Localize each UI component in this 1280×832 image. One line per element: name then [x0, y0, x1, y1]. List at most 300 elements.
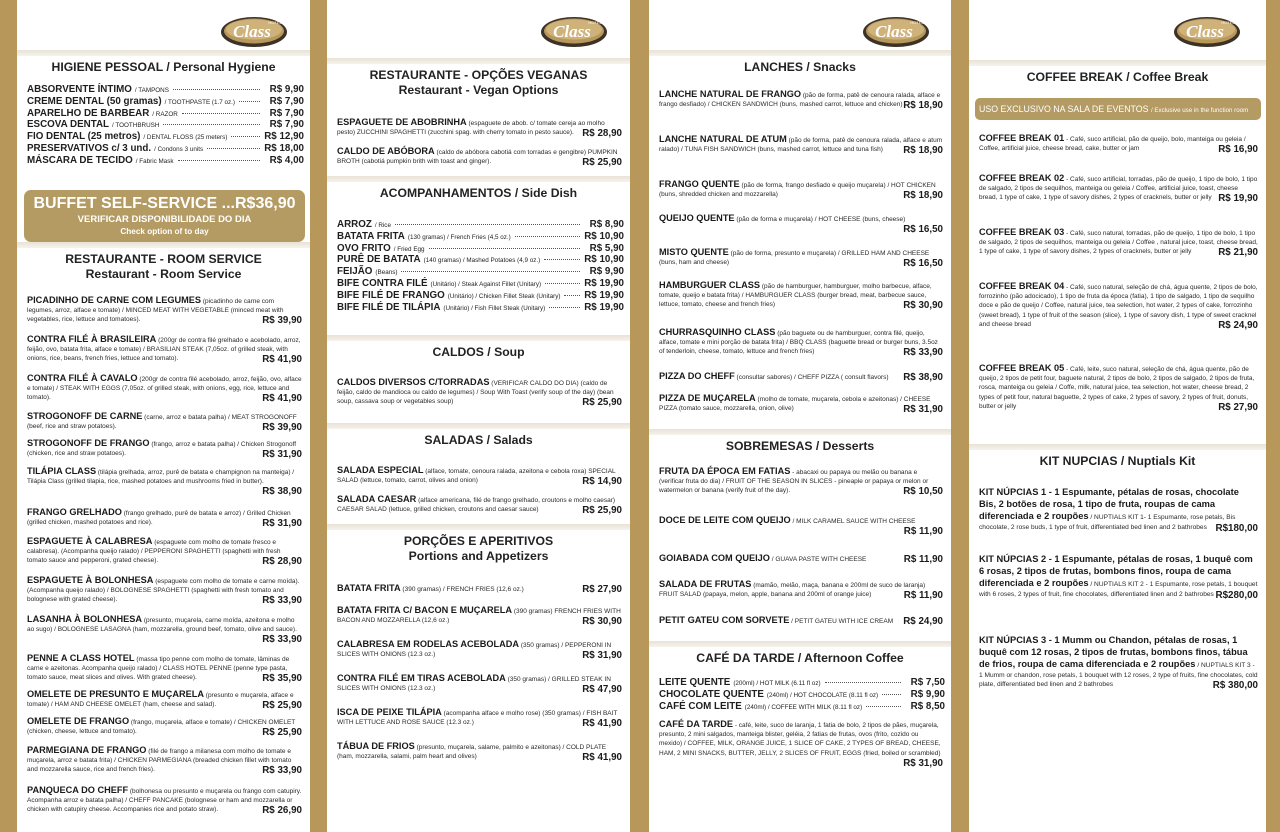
item-name: BIFE FILÉ DE FRANGO — [337, 289, 445, 301]
item-name: CREME DENTAL (50 gramas) — [27, 95, 162, 107]
menu-row — [27, 131, 304, 143]
item-price: R$ 28,90 — [582, 128, 622, 140]
item-price: R$ 27,90 — [582, 584, 622, 595]
item-name: PURÊ DE BATATA — [337, 254, 421, 266]
item-name: PANQUECA DO CHEFF — [27, 785, 129, 795]
class-hotel-logo — [1173, 14, 1241, 50]
item-name: LANCHE NATURAL DE ATUM — [659, 134, 787, 144]
menu-item — [979, 282, 1258, 330]
item-name: COFFEE BREAK 03 — [979, 227, 1065, 237]
item-price: R$ 30,90 — [903, 300, 943, 312]
item-price: R$ 11,90 — [903, 554, 943, 565]
item-price: R$ 7,90 — [269, 107, 304, 119]
item-name: BATATA FRITA — [337, 230, 405, 242]
item-desc: - abacaxi ou papaya ou melão ou banana e (verificar fruta do dia) / FRUIT OF THE SEASON IN SLICES - pineaple or papaya or melon or watermelon or banana (verify fruit of the day). — [659, 469, 929, 495]
dot-leader — [549, 307, 580, 308]
menu-row — [27, 119, 304, 131]
item-name: FEIJÃO — [337, 266, 373, 278]
menu-item — [979, 553, 1258, 600]
item-desc: / NUPTIALS KIT 3 - 1 Mumm or chandon, rose petals, 1 bouquet with 12 roses, 2 type of fruits, fine chocolates, cold plate, differentiated bed linen and 2 bathrobes — [979, 662, 1258, 688]
item-desc: (350 gramas) / PEPPERONI IN SLICES WITH ONIONS (12.3 oz.) — [337, 642, 612, 659]
kit-name: KIT NÚPCIAS 1 - 1 Espumante, pétalas de rosas, chocolate Bis, 2 botões de rosa, 1 tipo de fruta, roupas de cama diferenciada e 2 roupões — [979, 487, 1239, 522]
buffet-title: BUFFET SELF-SERVICE ...R$36,90 — [33, 195, 296, 212]
item-price: R$ 35,90 — [262, 673, 302, 685]
menu-panel-restaurant — [327, 0, 630, 832]
item-price: R$ 7,90 — [269, 119, 304, 131]
item-desc: (130 gramas) / French Fries (4,5 oz.) — [407, 233, 511, 241]
item-name: CAFÉ COM LEITE — [659, 700, 742, 712]
item-desc: (200gr de contra filé acebolado, arroz, feijão, ovo, alface e tomate) / STEAK WITH EGGS (7,05oz. of grilled steak, with onions, egg, rice, lettuce and tomato). — [27, 376, 302, 402]
item-price: R$ 8,90 — [589, 219, 624, 230]
item-name: OMELETE DE PRESUNTO E MUÇARELA — [27, 689, 204, 699]
menu-item — [659, 394, 943, 414]
menu-item — [337, 118, 622, 138]
item-price: R$ 24,90 — [1218, 319, 1258, 331]
item-name: OMELETE DE FRANGO — [27, 716, 130, 726]
item-price: R$ 8,50 — [910, 700, 945, 712]
menu-item — [659, 90, 943, 110]
item-price: R$ 14,90 — [582, 476, 622, 488]
item-desc: (bolhonesa ou presunto e muçarela ou frango com catupiry. Acompanha arroz e batata palha) / CHEFF PANCAKE (bolognese or ham and mozzarella or chicken with catupiry cheese. Accompanies rice and potato straw). — [27, 788, 302, 814]
menu-item — [659, 281, 943, 311]
item-price: R$ 16,50 — [903, 258, 943, 270]
menu-item — [979, 634, 1258, 690]
item-desc: (Unitário) / Chicken Fillet Steak (Unitary) — [447, 292, 561, 300]
vegan-title — [327, 68, 630, 98]
item-desc: (pão de forma, patê de cenoura ralada, alface e atum ralado) / TUNA FISH SANDWICH (buns, mashed carrot, lettuce and tuna fish) — [659, 137, 943, 154]
item-name: BIFE FILÉ DE TILÁPIA — [337, 301, 441, 313]
item-price: R$ 25,90 — [582, 397, 622, 409]
item-desc: / NUPTIALS KIT 2 - 1 Espumante, rose petals, 1 bouquet with 6 roses, 2 types of fruit, fine chocolates, differentiated linen and 2 bathrobes — [979, 581, 1258, 598]
item-desc: (pão de forma, presunto e muçarela) / GRILLED HAM AND CHEESE (buns, ham and cheese) — [659, 250, 930, 267]
item-desc: (350 gramas) / GRILLED STEAK IN SLICES WITH ONIONS (12.3 oz.) — [337, 676, 611, 693]
item-desc: / TOOTHBRUSH — [112, 122, 160, 130]
hygiene-list — [27, 84, 304, 167]
item-name: ESPAGUETE À CALABRESA — [27, 536, 153, 546]
menu-row — [27, 96, 304, 108]
menu-item — [337, 742, 622, 762]
item-desc: (Beans) — [375, 269, 398, 277]
item-desc: / TAMPONS — [134, 87, 169, 94]
item-name: SALADA DE FRUTAS — [659, 579, 752, 589]
item-desc: - Café, suco natural, torradas, pão de queijo, 1 tipo de bolo, 1 tipo de salgado, 2 tipos de sequilhos, manteiga ou geleia / Coffee , natural juice, toast, cheese bread, 1 type of cake, 1 type of savory dishes, 2 types of cracknels, butter or jelly — [979, 230, 1258, 256]
menu-item — [27, 746, 302, 776]
item-price: R$ 24,90 — [903, 616, 943, 627]
soup-title: CALDOS / Soup — [327, 345, 630, 360]
item-desc: (200ml) / HOT MILK (6.11 fl oz) — [733, 680, 821, 687]
side-dish-title: ACOMPANHAMENTOS / Side Dish — [327, 186, 630, 201]
menu-item — [337, 606, 622, 626]
item-name: SALADA ESPECIAL — [337, 465, 424, 475]
item-price: R$ 38,90 — [262, 486, 302, 498]
item-name: PIZZA DO CHEFF — [659, 371, 735, 381]
item-name: ESPAGUETE DE ABOBRINHA — [337, 117, 467, 127]
item-name: CALDO DE ABÓBORA — [337, 146, 435, 156]
item-name: HAMBURGUER CLASS — [659, 280, 761, 290]
menu-row — [27, 143, 304, 155]
dot-leader — [239, 101, 260, 102]
dot-leader — [182, 113, 260, 114]
item-desc: (presunto, muçarela, salame, palmito e azeitonas) / COLD PLATE (ham, mozzarella, salami, palm heart and olives) — [337, 744, 607, 761]
item-desc: (picadinho de carne com legumes, arroz, alface e tomate) / MINCED MEAT WITH VEGETABLE (minced meat with vegetables, rice, lettuce and tomatoes). — [27, 298, 284, 324]
item-price: R$ 19,90 — [584, 277, 624, 289]
menu-row — [659, 689, 945, 701]
cafe-da-tarde-item — [659, 720, 943, 768]
portions-title-pt: PORÇÕES E APERITIVOS — [403, 534, 554, 548]
item-name: PENNE A CLASS HOTEL — [27, 653, 135, 663]
item-name: DOCE DE LEITE COM QUEIJO — [659, 515, 791, 525]
dot-leader — [395, 224, 580, 225]
class-hotel-logo-mark — [220, 14, 288, 50]
class-hotel-logo-mark — [1173, 14, 1241, 50]
item-price: R$ 31,90 — [582, 650, 622, 662]
item-price: R$ 41,90 — [262, 354, 302, 366]
item-price: R$ 9,90 — [589, 266, 624, 278]
item-price: R$ 33,90 — [262, 595, 302, 607]
menu-item — [337, 466, 622, 486]
dot-leader — [178, 160, 260, 161]
item-price: R$ 9,90 — [910, 688, 945, 700]
dot-leader — [429, 248, 580, 249]
logo-wordmark: Class — [875, 22, 913, 41]
item-desc: (Unitário) / Fish Fillet Steak (Unitary) — [443, 304, 546, 312]
item-name: TÁBUA DE FRIOS — [337, 741, 415, 751]
item-desc: / TOOTHPASTE (1.7 oz.) — [164, 98, 235, 106]
item-name: PICADINHO DE CARNE COM LEGUMES — [27, 295, 202, 305]
item-price: R$ 39,90 — [262, 315, 302, 327]
menu-item — [659, 467, 943, 497]
item-price: R$ 27,90 — [1218, 401, 1258, 413]
item-desc: (390 gramas) FRENCH FRIES WITH BACON AND MOZZARELLA (12,6 oz.) — [337, 608, 621, 625]
portions-title — [327, 534, 630, 564]
item-desc: / Fabric Mask — [135, 157, 174, 165]
menu-row — [27, 84, 304, 96]
vegan-title-pt: RESTAURANTE - OPÇÕES VEGANAS — [369, 68, 588, 82]
menu-item — [659, 580, 943, 600]
item-price: R$ 38,90 — [903, 372, 943, 383]
item-desc: - Café, suco natural, seleção de chá, água quente, 2 tipos de bolo, forrozinho (pão adocicado), 1 tipo de fruta da época (fatia), 1 tipo de salgado, 1 tipo de sequilho doce e pão de queijo / Coffee, natural juice, tea selection, hot water, 2 types of cake, forrozinho (sweet bread), 1 type of fruit of the season (slice), 1 type of savory dish, 1 type of sweet cracknel and cheese bread — [979, 284, 1258, 328]
menu-row — [337, 243, 624, 255]
menu-item — [27, 467, 302, 497]
item-name: ARROZ — [337, 219, 372, 230]
menu-item — [337, 584, 622, 594]
item-name: CONTRA FILÉ EM TIRAS ACEBOLADA — [337, 673, 506, 683]
cafe-da-tarde-price: R$ 31,90 — [903, 757, 943, 769]
item-desc: (pão de forma, frango desfiado e queijo muçarela) / HOT CHICKEN (buns, shredded chicken and mozzarella) — [659, 182, 936, 199]
item-name: PIZZA DE MUÇARELA — [659, 393, 756, 403]
dot-leader — [231, 136, 260, 137]
item-name: BATATA FRITA — [337, 583, 401, 593]
item-desc: (alface americana, filé de frango grelhado, croutons e molho caesar) CAESAR SALAD (lettuce, grilled chicken, croutons and caesar sauce) — [337, 497, 616, 514]
item-name: GOIABADA COM QUEIJO — [659, 553, 770, 563]
item-name: OVO FRITO — [337, 242, 391, 254]
item-desc: / DENTAL FLOSS (25 meters) — [143, 134, 228, 142]
item-desc: (carne, arroz e batata palha) / MEAT STROGONOFF (beef, rice and straw potatoes). — [27, 414, 297, 431]
item-name: MÁSCARA DE TECIDO — [27, 154, 133, 166]
menu-row — [659, 677, 945, 689]
item-price: R$ 33,90 — [262, 634, 302, 646]
item-price: R$ 4,00 — [269, 154, 304, 166]
item-name: MISTO QUENTE — [659, 247, 729, 257]
menu-item — [659, 516, 943, 536]
item-name: CALDOS DIVERSOS C/TORRADAS — [337, 377, 490, 387]
item-price: R$ 12,90 — [264, 131, 304, 143]
item-price: R$ 21,90 — [1218, 247, 1258, 259]
item-price: R$ 25,90 — [582, 157, 622, 169]
portions-title-en: Portions and Appetizers — [408, 549, 549, 563]
item-name: ISCA DE PEIXE TILÁPIA — [337, 707, 442, 717]
menu-item — [659, 554, 943, 564]
item-name: COFFEE BREAK 01 — [979, 133, 1065, 143]
item-name: CONTRA FILÉ À BRASILEIRA — [27, 334, 157, 344]
snacks-title: LANCHES / Snacks — [649, 60, 951, 75]
item-name: PRESERVATIVOS c/ 3 und. — [27, 142, 152, 154]
vegan-title-en: Restaurant - Vegan Options — [398, 83, 559, 97]
logo-hotel-label: HOTEL — [1221, 20, 1235, 25]
item-name: ESCOVA DENTAL — [27, 119, 110, 131]
item-desc: (filé de frango a milanesa com molho de tomate e muçarela, arroz e batata frita) / CHICKEN PARMEGIANA (breaded chicken fillet with tomato and mozzarella sauce, rice and french fries). — [27, 748, 292, 774]
menu-item — [337, 640, 622, 660]
item-price: R$ 7,90 — [269, 95, 304, 107]
item-name: COFFEE BREAK 05 — [979, 363, 1065, 373]
item-price: R$ 18,90 — [903, 190, 943, 202]
item-name: QUEIJO QUENTE — [659, 213, 735, 223]
item-name: ABSORVENTE ÍNTIMO — [27, 84, 132, 95]
menu-item — [659, 135, 943, 155]
menu-item — [979, 228, 1258, 258]
buffet-availability: VERIFICAR DISPONIBILIDADE DO DIA — [77, 214, 252, 225]
item-price: R$ 18,00 — [264, 142, 304, 154]
item-name: TILÁPIA CLASS — [27, 466, 97, 476]
item-price: R$ 10,50 — [903, 486, 943, 498]
item-name: PARMEGIANA DE FRANGO — [27, 745, 147, 755]
item-name: LANCHE NATURAL DE FRANGO — [659, 89, 802, 99]
item-desc: - Café, suco artificial, torradas, pão de queijo, 1 tipo de bolo, 1 tipo de salgado, 2 tipos de sequilhos, manteiga ou geleia / Coffee, artificial juice, toast, cheese bread, 1 type of cake, 1 type of savory dishes, 2 types of cracknels, butter or jelly — [979, 176, 1258, 202]
class-hotel-logo-mark — [862, 14, 930, 50]
dot-leader — [401, 271, 580, 272]
cafe-da-tarde-desc: - café, leite, suco de laranja, 1 fatia de bolo, 2 tipos de pães, muçarela, presunto, 2 mini salgados, manteiga blister, geléia, 2 fatias de frutas, ovos (frito, cozido ou mexido) / COFFEE, MILK, ORANGE JUICE, 1 SLICE OF CAKE, 2 TYPES OF BREAD, CHEESE, HAM, 2 MINI SNACKS, BUTTER, JELLY, 2 SLICES OF FRUIT, EGGS (fried, boiled or scrambled) — [659, 722, 941, 757]
room-service-title-en: Restaurant - Room Service — [85, 267, 242, 281]
menu-item — [337, 378, 622, 408]
item-desc: (240ml) / COFFEE WITH MILK (8.11 fl oz) — [744, 703, 863, 711]
item-price: R$ 39,90 — [262, 422, 302, 434]
menu-panel-coffee-break-kits — [969, 0, 1266, 832]
menu-item — [27, 654, 302, 684]
item-desc: (pão baguete ou de hamburguer, contra filé, queijo, alface, tomate e mini porção de batata frita) / BBQ CLASS (baguette bread or burger buns, 3.5oz of tenderloin, cheese, tomato, lettuce and french fries) — [659, 330, 938, 356]
item-price: R$ 19,90 — [584, 301, 624, 313]
item-desc: (frango, arroz e batata palha) / Chicken Strogonoff (chicken, rice and straw potatoes). — [27, 441, 297, 458]
menu-item — [27, 508, 302, 528]
menu-item — [979, 134, 1258, 154]
menu-item — [659, 328, 943, 358]
item-desc: / MILK CARAMEL SAUCE WITH CHEESE — [792, 518, 916, 525]
item-price: R$ 26,90 — [262, 805, 302, 817]
item-name: LEITE QUENTE — [659, 677, 731, 688]
item-desc: (240ml) / HOT CHOCOLATE (8.11 fl oz) — [766, 691, 879, 699]
item-desc: (VERIFICAR CALDO DO DIA) (caldo de feijão, caldo de mandioca ou caldo de legumes) / Soup With Toast (verify soup of the day) (bean soup, cassava soup or vegetables soup) — [337, 380, 614, 406]
menu-item — [27, 717, 302, 737]
menu-row — [337, 231, 624, 243]
menu-item — [337, 674, 622, 694]
item-desc: / RAZOR — [152, 110, 178, 118]
menu-item — [979, 174, 1258, 204]
item-name: CHURRASQUINHO CLASS — [659, 327, 776, 337]
item-price: R$280,00 — [1215, 589, 1258, 601]
item-desc: (acompanha alface e molho rose) (350 gramas) / FISH BAIT WITH LETTUCE AND ROSE SAUCE (12.3 oz.) — [337, 710, 618, 727]
menu-item — [337, 708, 622, 728]
class-hotel-logo — [220, 14, 288, 50]
item-name: FRUTA DA ÉPOCA EM FATIAS — [659, 466, 791, 476]
item-desc: / GUAVA PASTE WITH CHEESE — [771, 556, 867, 563]
menu-row — [27, 155, 304, 167]
item-price: R$ 28,90 — [262, 556, 302, 568]
menu-item — [659, 248, 943, 268]
item-desc: (molho de tomate, muçarela, cebola e azeitonas) / CHEESE PIZZA (tomato sauce, mozzarella, onion, olive) — [659, 396, 931, 413]
item-desc: (caldo de abóbora cabotiá com torradas e gengibre) PUMPKIN BROTH (cabotiá pumpkin brith with toast and ginger). — [337, 149, 618, 166]
exclusive-use-subtext: / Exclusive use in the function room — [1150, 107, 1249, 114]
menu-row — [337, 219, 624, 231]
item-name: PETIT GATEU COM SORVETE — [659, 615, 790, 625]
buffet-check-option: Check option of to day — [120, 227, 209, 236]
menu-item — [27, 576, 302, 606]
item-price: R$ 33,90 — [262, 765, 302, 777]
cafe-da-tarde-name: CAFÉ DA TARDE — [659, 719, 734, 729]
item-name: COFFEE BREAK 04 — [979, 281, 1065, 291]
item-desc: (frango grelhado, purê de batata e arroz) / Grilled Chicken (grilled chicken, mashed potatoes and rice). — [27, 510, 291, 527]
dot-leader — [163, 124, 260, 125]
menu-item — [337, 495, 622, 515]
dot-leader — [882, 694, 901, 695]
item-name: STROGONOFF DE FRANGO — [27, 438, 150, 448]
item-price: R$ 19,90 — [1218, 193, 1258, 205]
room-service-title-pt: RESTAURANTE - ROOM SERVICE — [65, 252, 262, 266]
menu-item — [337, 147, 622, 167]
item-desc: (frango, muçarela, alface e tomate) / CHICKEN OMELET (chicken, cheese, lettuce and tomato). — [27, 719, 296, 736]
item-name: APARELHO DE BARBEAR — [27, 107, 150, 119]
item-price: R$ 33,90 — [903, 347, 943, 359]
item-price: R$ 7,50 — [910, 677, 945, 688]
item-desc: / Fried Egg — [393, 245, 425, 253]
class-hotel-logo — [540, 14, 608, 50]
afternoon-coffee-title: CAFÉ DA TARDE / Afternoon Coffee — [649, 651, 951, 666]
logo-wordmark: Class — [233, 22, 271, 41]
dot-leader — [825, 682, 901, 683]
item-price: R$ 16,90 — [1218, 144, 1258, 156]
item-desc: (presunto, muçarela, carne moída, azeitona e molho ao sugo) / BOLOGNESE LASAGNA (ham, mozzarella, ground beef, tomato, olive and sauce). — [27, 617, 297, 634]
logo-hotel-label: HOTEL — [588, 20, 602, 25]
item-desc: (alface, tomate, cenoura ralada, azeitona e cebola roxa) SPECIAL SALAD (lettuce, tomato, carrot, olives and onion) — [337, 468, 616, 485]
item-desc: (200gr de contra filé grelhado e acebolado, arroz, feijão, ovo, batata frita, alface e tomate) / BRASILIAN STEAK (7,05oz. of grilled steak, with onions, rice, beans, french fries, lettuce and tomato). — [27, 337, 301, 363]
item-name: FRANGO QUENTE — [659, 179, 740, 189]
salads-title: SALADAS / Salads — [327, 433, 630, 448]
logo-wordmark: Class — [1186, 22, 1224, 41]
item-desc: (consultar sabores) / CHEFF PIZZA ( consult flavors) — [736, 374, 889, 381]
kit-name: KIT NÚPCIAS 3 - 1 Mumm ou Chandon, pétalas de rosas, 1 buquê com 12 rosas, 2 tipos de frutas, bombons finos, tábua de frios, roupa de cama diferenciada e 2 roupões — [979, 635, 1248, 670]
item-price: R$180,00 — [1215, 522, 1258, 534]
item-name: CALABRESA EM RODELAS ACEBOLADA — [337, 639, 520, 649]
menu-item — [979, 486, 1258, 533]
item-price: R$ 31,90 — [262, 518, 302, 530]
item-price: R$ 18,90 — [903, 145, 943, 157]
item-price: R$ 11,90 — [903, 590, 943, 602]
item-price: R$ 10,90 — [584, 230, 624, 242]
menu-item — [27, 296, 302, 326]
dot-leader — [545, 283, 580, 284]
item-name: STROGONOFF DE CARNE — [27, 411, 143, 421]
item-price: R$ 41,90 — [582, 752, 622, 764]
item-price: R$ 41,90 — [262, 393, 302, 405]
menu-row — [659, 701, 945, 713]
dot-leader — [866, 706, 901, 707]
item-desc: / Rice — [374, 222, 391, 229]
nuptials-kit-title: KIT NUPCIAS / Nuptials Kit — [969, 454, 1266, 469]
item-name: CHOCOLATE QUENTE — [659, 688, 764, 700]
menu-item — [979, 364, 1258, 412]
class-hotel-logo-mark — [540, 14, 608, 50]
item-price: R$ 25,90 — [262, 727, 302, 739]
menu-item — [27, 335, 302, 365]
item-price: R$ 9,90 — [269, 84, 304, 95]
menu-item — [27, 439, 302, 459]
dot-leader — [207, 148, 260, 149]
menu-row — [337, 278, 624, 290]
desserts-title: SOBREMESAS / Desserts — [649, 439, 951, 454]
item-price: R$ 31,90 — [262, 449, 302, 461]
item-name: COFFEE BREAK 02 — [979, 173, 1065, 183]
menu-item — [27, 786, 302, 816]
dot-leader — [173, 89, 260, 90]
item-price: R$ 18,90 — [903, 100, 943, 112]
menu-item — [659, 616, 943, 626]
dot-leader — [564, 295, 580, 296]
menu-item — [27, 615, 302, 645]
buffet-banner — [24, 190, 305, 242]
item-desc: (espaguete com molho de tomate fresco e calabresa). (Acompanha queijo ralado) / PEPPERONI SPAGHETTI (spaghetti with fresh tomato sauce and pepperoni, grated cheese). — [27, 539, 281, 565]
item-price: R$ 31,90 — [903, 404, 943, 416]
hygiene-title: HIGIENE PESSOAL / Personal Hygiene — [17, 60, 310, 75]
item-price: R$ 5,90 — [589, 242, 624, 254]
class-hotel-logo — [862, 14, 930, 50]
logo-hotel-label: HOTEL — [268, 20, 282, 25]
item-desc: (pão de hamburguer, hamburguer, molho barbecue, alface, tomate, queijo e batata frita) / HAMBURGUER CLASS (burger bread, meat, barbecue sauce, lettuce, tomato, cheese and french fries) — [659, 283, 932, 309]
side-dish-list — [337, 219, 624, 313]
item-desc: (tilápia grelhada, arroz, purê de batata e champignon na manteiga) / Tilápia Class (grilled tilapia, rice, mashed potatoes and mushrooms fried in butter). — [27, 469, 295, 486]
coffee-break-title: COFFEE BREAK / Coffee Break — [969, 70, 1266, 85]
item-price: R$ 11,90 — [903, 526, 943, 538]
afternoon-coffee-list — [659, 677, 945, 712]
item-desc: (massa tipo penne com molho de tomate, lâminas de carne e azeitonas. Acompanha queijo ralado) / CLASS HOTEL PENNE (penne type pasta, tomato sauce, meat slices and olives. With grated cheese). — [27, 656, 290, 682]
menu-item — [659, 214, 943, 234]
exclusive-use-text: USO EXCLUSIVO NA SALA DE EVENTOS — [979, 104, 1149, 114]
item-name: LASANHA À BOLONHESA — [27, 614, 143, 624]
item-desc: - Café, leite, suco natural, seleção de chá, água quente, pão de queijo, 2 tipos de petit four, baguete natural, 2 tipos de bolo, 2 tipos de salgado, 2 tipos de fruta, rosca, manteiga ou geleia / Coffe, milk, natural juice, tea selection, hot water, cheese bread, 2 types of petit four, natural baguette, 2 types of cake, 2 types of savory, 2 types of fruit, donuts, butter or jelly — [979, 366, 1255, 410]
exclusive-use-banner — [975, 98, 1261, 120]
item-name: ESPAGUETE À BOLONHESA — [27, 575, 154, 585]
item-desc: (mamão, melão, maça, banana e 200ml de suco de laranja) FRUIT SALAD (papaya, melon, apple, banana and 200ml of orange juice) — [659, 582, 926, 599]
item-name: BATATA FRITA C/ BACON E MUÇARELA — [337, 605, 513, 615]
item-desc: - Café, suco artificial, pão de queijo, bolo, manteiga ou geleia / Coffee, artificial juice, cheese bread, cake, butter or jam — [979, 136, 1246, 153]
logo-wordmark: Class — [553, 22, 591, 41]
menu-item — [27, 412, 302, 432]
item-name: SALADA CAESAR — [337, 494, 417, 504]
menu-item — [659, 372, 943, 382]
item-desc: (presunto e muçarela, alface e tomate) / HAM AND CHEESE OMELET (ham, cheese and salad). — [27, 692, 294, 709]
item-price: R$ 47,90 — [582, 684, 622, 696]
menu-row — [337, 254, 624, 266]
item-name: FRANGO GRELHADO — [27, 507, 122, 517]
item-desc: (espaguete de abob. c/ tomate cereja ao molho pesto) ZUCCHINI SPAGHETTI (zucchini spag. with cherry tomato in pesto sauce). — [337, 120, 605, 137]
item-price: R$ 25,90 — [262, 700, 302, 712]
